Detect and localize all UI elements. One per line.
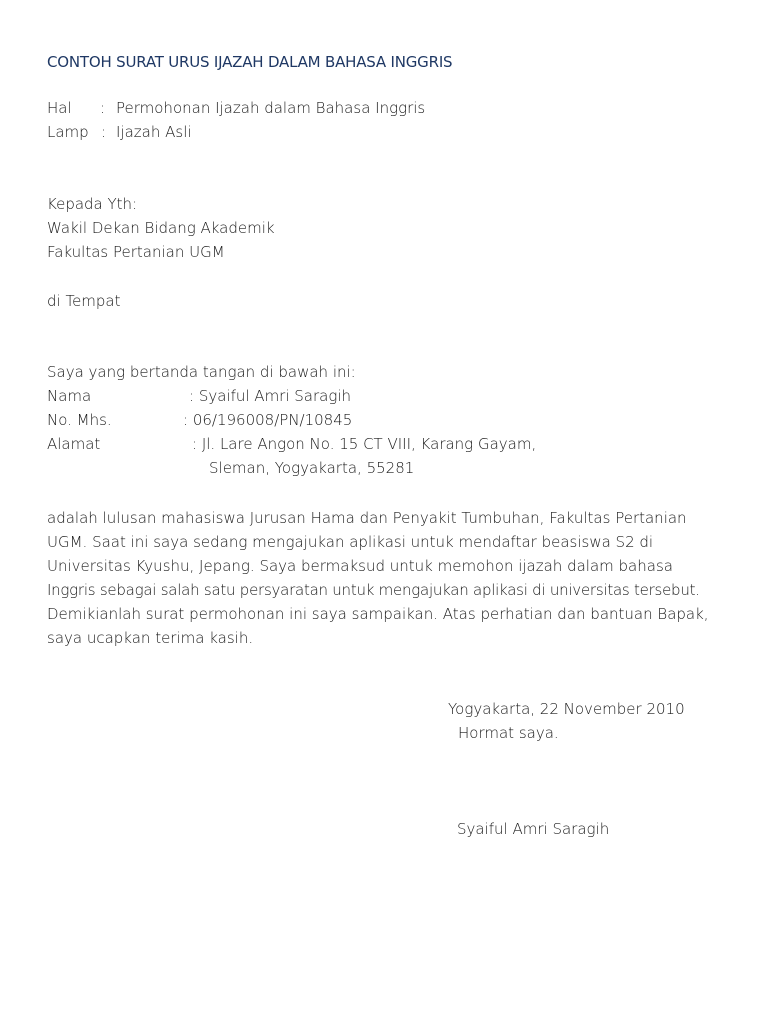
body-line-3: Universitas Kyushu, Jepang. Saya bermaksud untuk memohon ijazah dalam bahasa <box>47 557 673 575</box>
nama-value: : Syaiful Amri Saragih <box>189 387 352 405</box>
nama-label: Nama <box>47 387 92 405</box>
body-line-1: adalah lulusan mahasiswa Jurusan Hama dan Penyakit Tumbuhan, Fakultas Pertanian <box>47 509 687 527</box>
closing-place-date: Yogyakarta, 22 November 2010 <box>448 700 685 718</box>
alamat-value-1: : Jl. Lare Angon No. 15 CT VIII, Karang Gayam, <box>192 435 537 453</box>
body-line-6: saya ucapkan terima kasih. <box>47 629 254 647</box>
nomhs-label: No. Mhs. <box>47 411 112 429</box>
closing-signer: Syaiful Amri Saragih <box>457 820 610 838</box>
alamat-value-2: Sleman, Yogyakarta, 55281 <box>209 459 415 477</box>
body-line-5: Demikianlah surat permohonan ini saya sampaikan. Atas perhatian dan bantuan Bapak, <box>47 605 709 623</box>
lamp-value: Ijazah Asli <box>116 123 192 141</box>
recipient-line-2: Wakil Dekan Bidang Akademik <box>47 219 275 237</box>
nomhs-value: : 06/196008/PN/10845 <box>183 411 353 429</box>
hal-separator: : <box>100 99 106 117</box>
recipient-place: di Tempat <box>47 292 121 310</box>
hal-label: Hal <box>47 99 72 117</box>
recipient-line-3: Fakultas Pertanian UGM <box>47 243 225 261</box>
identity-intro: Saya yang bertanda tangan di bawah ini: <box>47 363 356 381</box>
alamat-label: Alamat <box>47 435 101 453</box>
letter-title: CONTOH SURAT URUS IJAZAH DALAM BAHASA INGGRIS <box>47 53 453 71</box>
body-paragraph <box>47 506 727 650</box>
hal-value: Permohonan Ijazah dalam Bahasa Inggris <box>116 99 426 117</box>
body-line-4: Inggris sebagai salah satu persyaratan untuk mengajukan aplikasi di universitas tersebut. <box>47 581 700 599</box>
recipient-line-1: Kepada Yth: <box>47 195 138 213</box>
lamp-separator: : <box>101 123 107 141</box>
closing-greeting: Hormat saya. <box>458 724 559 742</box>
lamp-label: Lamp <box>47 123 89 141</box>
body-line-2: UGM. Saat ini saya sedang mengajukan aplikasi untuk mendaftar beasiswa S2 di <box>47 533 654 551</box>
